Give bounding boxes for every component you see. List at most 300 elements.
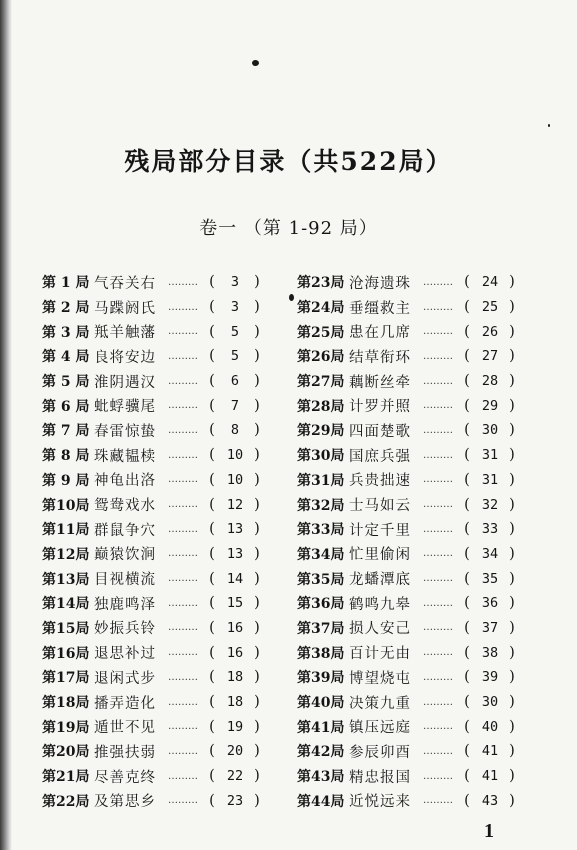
close-paren: ) (509, 274, 515, 291)
open-paren: ( (209, 792, 215, 809)
toc-entry (42, 270, 287, 295)
entry-number: 第33局 (297, 522, 345, 539)
leader-dots: ……… (423, 721, 453, 733)
toc-entry (42, 616, 287, 641)
close-paren: ) (254, 545, 260, 562)
leader-dots: ……… (168, 696, 198, 708)
entry-page: 8 (230, 422, 240, 439)
toc-entry (297, 468, 542, 493)
close-paren: ) (509, 570, 515, 587)
entry-title: 精忠报国 (349, 769, 411, 786)
open-paren: ( (464, 348, 470, 365)
entry-title: 博望烧屯 (349, 670, 411, 687)
entry-number: 第24局 (297, 300, 345, 317)
open-paren: ( (464, 422, 470, 439)
toc-entry (42, 492, 287, 517)
entry-title: 四面楚歌 (349, 423, 411, 440)
entry-title: 神龟出洛 (94, 473, 156, 490)
open-paren: ( (209, 422, 215, 439)
toc-entry (42, 393, 287, 418)
toc-entry (42, 566, 287, 591)
entry-title: 决策九重 (349, 695, 411, 712)
entry-number: 第 8 局 (42, 448, 90, 465)
open-paren: ( (464, 792, 470, 809)
entry-page: 13 (226, 545, 244, 562)
open-paren: ( (464, 299, 470, 316)
toc-entry (42, 739, 287, 764)
leader-dots: ……… (423, 424, 453, 436)
toc-entry (297, 270, 542, 295)
entry-number: 第 6 局 (42, 398, 90, 415)
entry-page: 10 (226, 447, 244, 464)
open-paren: ( (464, 718, 470, 735)
close-paren: ) (509, 447, 515, 464)
entry-number: 第20局 (42, 744, 90, 761)
toc-entry (42, 369, 287, 394)
entry-title: 鸳鸯戏水 (94, 498, 156, 515)
entry-title: 兵贵拙速 (349, 473, 411, 490)
entry-page: 3 (230, 274, 240, 291)
leader-dots: ……… (168, 276, 198, 288)
close-paren: ) (509, 595, 515, 612)
toc-entry (297, 616, 542, 641)
open-paren: ( (209, 496, 215, 513)
close-paren: ) (254, 792, 260, 809)
leader-dots: ……… (423, 301, 453, 313)
toc-entry (42, 319, 287, 344)
leader-dots: ……… (423, 770, 453, 782)
entry-title: 妙振兵铃 (94, 621, 156, 638)
entry-page: 37 (481, 619, 499, 636)
entry-title: 淮阴遇汉 (94, 374, 156, 391)
close-paren: ) (509, 792, 515, 809)
toc-entry (297, 690, 542, 715)
ink-speck (289, 294, 294, 301)
leader-dots: ……… (168, 647, 198, 659)
entry-title: 及第思乡 (94, 794, 156, 811)
close-paren: ) (254, 496, 260, 513)
open-paren: ( (464, 595, 470, 612)
leader-dots: ……… (168, 375, 198, 387)
entry-number: 第40局 (297, 695, 345, 712)
close-paren: ) (509, 619, 515, 636)
entry-page: 16 (226, 619, 244, 636)
entry-number: 第39局 (297, 670, 345, 687)
open-paren: ( (464, 669, 470, 686)
toc-entry (297, 640, 542, 665)
entry-title: 播弄造化 (94, 695, 156, 712)
leader-dots: ……… (423, 276, 453, 288)
close-paren: ) (254, 471, 260, 488)
close-paren: ) (509, 644, 515, 661)
toc-entry (297, 714, 542, 739)
open-paren: ( (209, 768, 215, 785)
leader-dots: ……… (168, 449, 198, 461)
leader-dots: ……… (168, 745, 198, 757)
entry-page: 5 (230, 348, 240, 365)
entry-number: 第26局 (297, 349, 345, 366)
open-paren: ( (464, 447, 470, 464)
entry-number: 第12局 (42, 546, 90, 563)
open-paren: ( (209, 397, 215, 414)
leader-dots: ……… (168, 424, 198, 436)
close-paren: ) (509, 521, 515, 538)
toc-entry (42, 443, 287, 468)
leader-dots: ……… (168, 548, 198, 560)
leader-dots: ……… (168, 597, 198, 609)
close-paren: ) (254, 521, 260, 538)
leader-dots: ……… (423, 597, 453, 609)
close-paren: ) (254, 323, 260, 340)
toc-entry (42, 665, 287, 690)
entry-title: 巅猿饮涧 (94, 547, 156, 564)
entry-page: 43 (481, 792, 499, 809)
leader-dots: ……… (168, 400, 198, 412)
leader-dots: ……… (168, 350, 198, 362)
entry-page: 32 (481, 496, 499, 513)
entry-number: 第19局 (42, 719, 90, 736)
entry-title: 目视横流 (94, 572, 156, 589)
open-paren: ( (464, 521, 470, 538)
toc-entry (42, 418, 287, 443)
toc-entry (297, 517, 542, 542)
close-paren: ) (254, 669, 260, 686)
open-paren: ( (464, 694, 470, 711)
leader-dots: ……… (423, 745, 453, 757)
entry-page: 14 (226, 570, 244, 587)
entry-page: 15 (226, 595, 244, 612)
entry-number: 第35局 (297, 571, 345, 588)
entry-page: 41 (481, 743, 499, 760)
open-paren: ( (209, 595, 215, 612)
entry-number: 第 9 局 (42, 472, 90, 489)
entry-number: 第15局 (42, 620, 90, 637)
entry-title: 尽善克终 (94, 769, 156, 786)
toc-column-right (297, 270, 542, 813)
entry-page: 35 (481, 570, 499, 587)
entry-number: 第10局 (42, 497, 90, 514)
entry-page: 26 (481, 323, 499, 340)
entry-number: 第22局 (42, 793, 90, 810)
entry-title: 计定千里 (349, 522, 411, 539)
leader-dots: ……… (168, 795, 198, 807)
close-paren: ) (254, 768, 260, 785)
open-paren: ( (209, 545, 215, 562)
open-paren: ( (209, 299, 215, 316)
close-paren: ) (254, 743, 260, 760)
entry-title: 珠藏韫椟 (94, 448, 156, 465)
toc-entry (297, 443, 542, 468)
entry-number: 第25局 (297, 324, 345, 341)
scan-edge-shadow (0, 0, 12, 850)
toc-entry (297, 344, 542, 369)
open-paren: ( (209, 373, 215, 390)
entry-title: 蚍蜉骥尾 (94, 399, 156, 416)
entry-title: 春雷惊蛰 (94, 423, 156, 440)
close-paren: ) (509, 743, 515, 760)
close-paren: ) (509, 718, 515, 735)
toc-entry (297, 393, 542, 418)
close-paren: ) (254, 595, 260, 612)
entry-title: 龙蟠潭底 (349, 572, 411, 589)
entry-title: 参辰卯酉 (349, 744, 411, 761)
entry-title: 垂缰救主 (349, 300, 411, 317)
entry-number: 第28局 (297, 398, 345, 415)
entry-page: 16 (226, 644, 244, 661)
close-paren: ) (254, 397, 260, 414)
toc-entry (297, 418, 542, 443)
open-paren: ( (464, 323, 470, 340)
leader-dots: ……… (423, 350, 453, 362)
leader-dots: ……… (423, 647, 453, 659)
entry-number: 第36局 (297, 596, 345, 613)
toc-entry (42, 344, 287, 369)
entry-title: 国庶兵强 (349, 448, 411, 465)
entry-number: 第11局 (42, 522, 90, 539)
open-paren: ( (464, 397, 470, 414)
leader-dots: ……… (168, 474, 198, 486)
entry-page: 13 (226, 521, 244, 538)
open-paren: ( (464, 496, 470, 513)
entry-page: 31 (481, 471, 499, 488)
entry-title: 气吞关右 (94, 275, 156, 292)
entry-title: 良将安边 (94, 349, 156, 366)
leader-dots: ……… (423, 474, 453, 486)
entry-title: 马蹀阏氏 (94, 300, 156, 317)
open-paren: ( (464, 743, 470, 760)
close-paren: ) (509, 323, 515, 340)
close-paren: ) (254, 644, 260, 661)
entry-title: 遁世不见 (94, 720, 156, 737)
toc-entry (297, 369, 542, 394)
entry-number: 第31局 (297, 472, 345, 489)
entry-page: 34 (481, 545, 499, 562)
entry-number: 第 7 局 (42, 423, 90, 440)
entry-page: 25 (481, 299, 499, 316)
entry-page: 3 (230, 299, 240, 316)
entry-page: 23 (226, 792, 244, 809)
close-paren: ) (254, 373, 260, 390)
close-paren: ) (509, 694, 515, 711)
toc-entry (297, 295, 542, 320)
entry-number: 第38局 (297, 645, 345, 662)
entry-page: 18 (226, 694, 244, 711)
open-paren: ( (209, 694, 215, 711)
entry-number: 第27局 (297, 374, 345, 391)
toc-entry (297, 764, 542, 789)
close-paren: ) (509, 545, 515, 562)
entry-number: 第 4 局 (42, 349, 90, 366)
entry-page: 33 (481, 521, 499, 538)
entry-page: 29 (481, 397, 499, 414)
entry-page: 10 (226, 471, 244, 488)
leader-dots: ……… (168, 499, 198, 511)
leader-dots: ……… (168, 721, 198, 733)
entry-title: 退思补过 (94, 646, 156, 663)
close-paren: ) (509, 299, 515, 316)
open-paren: ( (209, 619, 215, 636)
entry-page: 39 (481, 669, 499, 686)
close-paren: ) (509, 768, 515, 785)
page-title: 残局部分目录（共522局） (124, 147, 453, 176)
close-paren: ) (254, 447, 260, 464)
toc-entry (42, 591, 287, 616)
entry-title: 群鼠争穴 (94, 522, 156, 539)
toc-entry (297, 665, 542, 690)
leader-dots: ……… (423, 573, 453, 585)
leader-dots: ……… (423, 400, 453, 412)
entry-title: 推强扶弱 (94, 744, 156, 761)
entry-number: 第37局 (297, 620, 345, 637)
entry-number: 第 2 局 (42, 300, 90, 317)
entry-number: 第29局 (297, 423, 345, 440)
open-paren: ( (464, 545, 470, 562)
close-paren: ) (509, 669, 515, 686)
leader-dots: ……… (423, 548, 453, 560)
toc-entry (42, 468, 287, 493)
leader-dots: ……… (168, 326, 198, 338)
entry-title: 独鹿鸣泽 (94, 596, 156, 613)
open-paren: ( (209, 743, 215, 760)
volume-heading: 卷一 （第 1-92 局） (199, 218, 378, 239)
toc-entry (42, 640, 287, 665)
toc-entry (42, 788, 287, 813)
open-paren: ( (209, 570, 215, 587)
entry-page: 24 (481, 274, 499, 291)
entry-page: 36 (481, 595, 499, 612)
entry-title: 羝羊触藩 (94, 325, 156, 342)
entry-number: 第43局 (297, 769, 345, 786)
entry-title: 损人安己 (349, 621, 411, 638)
toc-entry (42, 295, 287, 320)
entry-page: 5 (230, 323, 240, 340)
open-paren: ( (464, 644, 470, 661)
open-paren: ( (464, 373, 470, 390)
leader-dots: ……… (423, 622, 453, 634)
entry-page: 12 (226, 496, 244, 513)
open-paren: ( (209, 323, 215, 340)
close-paren: ) (509, 373, 515, 390)
close-paren: ) (254, 718, 260, 735)
open-paren: ( (209, 348, 215, 365)
close-paren: ) (254, 422, 260, 439)
open-paren: ( (464, 471, 470, 488)
leader-dots: ……… (423, 696, 453, 708)
ink-speck (252, 60, 259, 66)
toc-entry (42, 714, 287, 739)
entry-page: 28 (481, 373, 499, 390)
leader-dots: ……… (168, 622, 198, 634)
leader-dots: ……… (423, 671, 453, 683)
close-paren: ) (254, 299, 260, 316)
toc-entry (42, 764, 287, 789)
close-paren: ) (509, 422, 515, 439)
toc-entry (42, 517, 287, 542)
leader-dots: ……… (423, 375, 453, 387)
entry-title: 镇压远庭 (349, 720, 411, 737)
entry-number: 第17局 (42, 670, 90, 687)
toc-entry (297, 492, 542, 517)
toc-entry (297, 319, 542, 344)
entry-title: 藕断丝牵 (349, 374, 411, 391)
entry-title: 患在几席 (349, 325, 411, 342)
open-paren: ( (209, 669, 215, 686)
entry-number: 第 3 局 (42, 324, 90, 341)
close-paren: ) (254, 348, 260, 365)
entry-number: 第13局 (42, 571, 90, 588)
entry-page: 18 (226, 669, 244, 686)
entry-title: 近悦远来 (349, 794, 411, 811)
leader-dots: ……… (423, 326, 453, 338)
entry-title: 退闲式步 (94, 670, 156, 687)
leader-dots: ……… (168, 301, 198, 313)
entry-page: 7 (230, 397, 240, 414)
leader-dots: ……… (168, 770, 198, 782)
entry-number: 第21局 (42, 769, 90, 786)
open-paren: ( (464, 570, 470, 587)
entry-number: 第 1 局 (42, 275, 90, 292)
open-paren: ( (209, 471, 215, 488)
open-paren: ( (209, 274, 215, 291)
entry-number: 第30局 (297, 448, 345, 465)
entry-number: 第34局 (297, 546, 345, 563)
open-paren: ( (209, 521, 215, 538)
open-paren: ( (209, 644, 215, 661)
open-paren: ( (464, 768, 470, 785)
toc-entry (297, 591, 542, 616)
close-paren: ) (509, 348, 515, 365)
close-paren: ) (509, 471, 515, 488)
entry-number: 第18局 (42, 695, 90, 712)
open-paren: ( (464, 619, 470, 636)
entry-number: 第16局 (42, 645, 90, 662)
entry-page: 19 (226, 718, 244, 735)
close-paren: ) (509, 397, 515, 414)
close-paren: ) (254, 619, 260, 636)
entry-page: 30 (481, 694, 499, 711)
entry-page: 38 (481, 644, 499, 661)
entry-page: 41 (481, 768, 499, 785)
entry-title: 沧海遗珠 (349, 275, 411, 292)
entry-number: 第42局 (297, 744, 345, 761)
leader-dots: ……… (423, 795, 453, 807)
entry-title: 忙里偷闲 (349, 547, 411, 564)
entry-number: 第44局 (297, 793, 345, 810)
entry-number: 第41局 (297, 719, 345, 736)
entry-title: 计罗并照 (349, 399, 411, 416)
entry-title: 结草衔环 (349, 349, 411, 366)
leader-dots: ……… (168, 573, 198, 585)
entry-page: 6 (230, 373, 240, 390)
entry-page: 27 (481, 348, 499, 365)
leader-dots: ……… (168, 671, 198, 683)
entry-page: 30 (481, 422, 499, 439)
entry-number: 第 5 局 (42, 374, 90, 391)
entry-number: 第32局 (297, 497, 345, 514)
close-paren: ) (254, 570, 260, 587)
toc-entry (297, 566, 542, 591)
entry-title: 百计无由 (349, 646, 411, 663)
toc-column-left (42, 270, 287, 813)
entry-number: 第14局 (42, 596, 90, 613)
open-paren: ( (209, 447, 215, 464)
entry-title: 鹤鸣九皋 (349, 596, 411, 613)
leader-dots: ……… (423, 523, 453, 535)
toc-entry (42, 542, 287, 567)
toc-entry (297, 739, 542, 764)
open-paren: ( (464, 274, 470, 291)
close-paren: ) (509, 496, 515, 513)
